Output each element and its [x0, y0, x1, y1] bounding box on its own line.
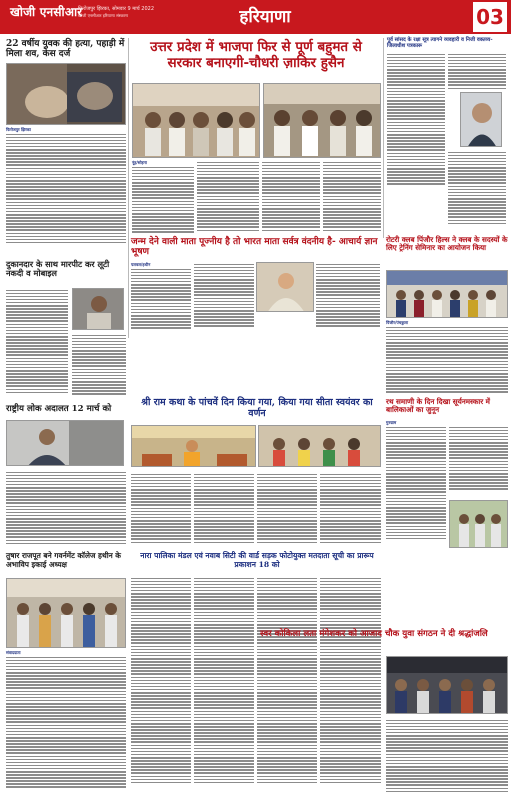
article-body [194, 262, 254, 335]
article-body [387, 52, 445, 192]
article-body [320, 576, 381, 795]
byline-palwal: पलवल/हथीन [131, 262, 151, 267]
article-body [131, 472, 191, 548]
photo-meeting [132, 83, 260, 158]
byline-nuh: नूंह/सोहना [132, 160, 147, 165]
headline-abvp: तुषार राजपूत बने गवर्नमेंट कॉलेज हथीन के अभाविप इकाई अध्यक्ष [6, 551, 121, 569]
article-body [6, 132, 126, 248]
photo-katha [131, 425, 256, 467]
section-title: हरियाणा [239, 7, 291, 27]
headline-youth-murder: 22 वर्षीय युवक की हत्या, पहाड़ी में मिला शव, केस दर्ज [6, 39, 125, 60]
headline-mp: पूर्व सांसद के रक्षा सूत्र त्यागने व्यवहारी व निजी वक्तव्य-जिलाधीश पत्रकारू [387, 37, 493, 49]
article-body [386, 325, 508, 395]
article-body [131, 267, 191, 335]
byline-pinjore: पिंजौर/पंचकुला [386, 320, 409, 325]
article-body [131, 576, 191, 795]
photo-tribute [386, 656, 508, 714]
article-body [6, 655, 126, 795]
headline-ram-katha: श्री राम कथा के पांचवें दिन किया गया, किया गया सीता स्वयंवर का वर्णन [141, 397, 373, 419]
photo-group [263, 83, 381, 158]
article-body [194, 576, 254, 795]
article-body [448, 52, 506, 90]
headline-shop-robbery: दुकानदार के साथ मारपीट कर लूटी नकदी व मोबाइल [6, 259, 110, 279]
article-body [448, 150, 506, 230]
article-body [132, 165, 194, 235]
article-body [6, 470, 126, 548]
article-body [316, 262, 380, 335]
column-rule [383, 38, 384, 238]
dateline: फिरोजपुर झिरका, सोमवार 9 मार्च 2022 [78, 6, 155, 12]
article-body [72, 333, 126, 398]
photo-abvp-group [6, 578, 126, 648]
article-body [257, 472, 317, 548]
masthead [0, 0, 511, 34]
article-body [386, 718, 508, 796]
article-body [320, 472, 381, 548]
brand-name: खोजी एनसीआर [10, 5, 83, 19]
article-body [449, 425, 508, 497]
article-body [197, 160, 259, 235]
photo-crime-scene [6, 63, 126, 125]
article-body [6, 288, 68, 398]
photo-students [449, 500, 508, 548]
headline-lata-tribute: स्वर कोकिला लता मंगेशकर को आजाद चौक युवा संगठन ने दी श्रद्धांजलि [260, 629, 488, 639]
photo-portrait [460, 92, 502, 147]
photo-official [6, 420, 124, 466]
photo-shopkeeper [72, 288, 124, 330]
article-body [257, 576, 317, 795]
headline-voter-list: नारा पालिका मंडल एवं नवाब सिटी की वार्ड सड़क फोटोयुक्त मतदाता सूची का प्रारूप प्रकाशन 18 को [140, 551, 374, 569]
photo-rotary-group [386, 270, 508, 318]
article-body [194, 472, 254, 548]
byline-frp: फिरोजपुर झिरका [6, 127, 31, 132]
byline-local: संवाददाता [6, 650, 21, 655]
headline-surya-namaskar: रथ समाणी के दिन दिखा सूर्यनमस्कार में बालिकाओं का जुनून [386, 397, 490, 415]
headline-up-bjp: उत्तर प्रदेश में भाजपा फिर से पूर्ण बहुमत से सरकार बनाएगी-चौधरी ज़ाकिर हुसैन [150, 39, 362, 71]
column-rule [128, 38, 129, 338]
article-body [262, 160, 320, 235]
headline-rotary: रोटरी क्लब पिंजौर हिल्स ने क्लब के सदस्यों के लिए ट्रेनिंग सेमिनार का आयोजन किया [386, 235, 508, 253]
edition-line: खोजी एनसीआर हरियाणा संस्करण [78, 13, 128, 18]
article-body [386, 425, 446, 550]
headline-lok-adalat: राष्ट्रीय लोक अदालत 12 मार्च को [6, 404, 112, 414]
headline-mother-india: जन्म देने वाली माता पूज्नीय है तो भारत माता सर्वत्र वंदनीय है- आचार्य ज्ञान भूषण [131, 237, 378, 258]
article-body [323, 160, 381, 235]
page-number: 03 [473, 2, 507, 32]
byline-gurugram: गुरुग्राम [386, 420, 397, 425]
photo-acharya [256, 262, 314, 312]
photo-audience [258, 425, 381, 467]
